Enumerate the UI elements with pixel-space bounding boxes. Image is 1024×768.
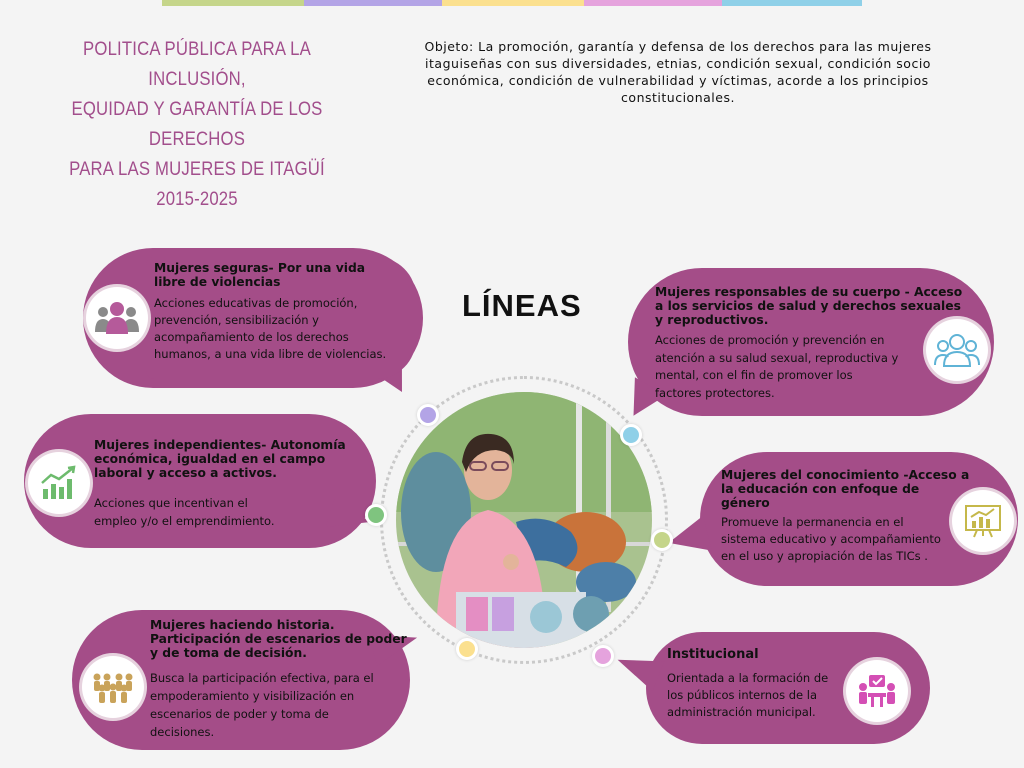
connector-dot xyxy=(620,424,642,446)
top-bar-segment xyxy=(722,0,862,6)
meeting-icon xyxy=(846,660,908,722)
people-group-icon xyxy=(86,287,148,349)
card-text: Orientada a la formación de los públicos internos de la administración municipal. xyxy=(667,671,829,719)
connector-dot xyxy=(456,638,478,660)
card-text: Acciones de promoción y prevención en atención a su salud sexual, reproductiva y mental, con el fin de promover los factores protectores. xyxy=(655,333,899,400)
top-bar-segment xyxy=(304,0,442,6)
top-bar-segment xyxy=(442,0,584,6)
top-bar-segment xyxy=(162,0,304,6)
connector-dot xyxy=(417,404,439,426)
objective-line: itaguiseñas con sus diversidades, etnias, condición sexual, condición socio xyxy=(425,56,931,71)
card-title: Mujeres independientes- Autonomía económica, igualdad en el campo laboral y acceso a activos. xyxy=(94,438,346,480)
card-text: Promueve la permanencia en el sistema educativo y acompañamiento en el uso y apropiación de las TICs . xyxy=(721,515,941,563)
connector-dot xyxy=(592,645,614,667)
crowd-icon xyxy=(82,656,144,718)
objective-text xyxy=(388,38,968,106)
growth-chart-icon xyxy=(28,452,90,514)
card-text: Acciones educativas de promoción, prevención, sensibilización y acompañamiento de los derechos humanos, a una vida libre de violencias. xyxy=(154,296,387,361)
objective-line: económica, condición de vulnerabilidad y víctimas, acorde a los principios xyxy=(427,73,929,88)
card-text: Busca la participación efectiva, para el empoderamiento y visibilización en escenarios de poder y toma de decisiones. xyxy=(150,671,374,739)
card-title: Mujeres seguras- Por una vida libre de violencias xyxy=(154,261,366,289)
page-title xyxy=(43,35,351,215)
objective-line: Objeto: La promoción, garantía y defensa de los derechos para las mujeres xyxy=(424,39,932,54)
connector-dot xyxy=(365,504,387,526)
presentation-chart-icon xyxy=(952,490,1014,552)
objective-line: constitucionales. xyxy=(621,90,735,105)
card-title: Mujeres responsables de su cuerpo - Acceso a los servicios de salud y derechos sexuales y reproductivos. xyxy=(655,285,963,327)
top-bar-segment xyxy=(584,0,722,6)
card-title: Mujeres haciendo historia. Participación de escenarios de poder y de toma de decisión. xyxy=(150,618,407,660)
title-line: PARA LAS MUJERES DE ITAGÜÍ xyxy=(69,159,325,180)
title-line: 2015-2025 xyxy=(156,189,238,210)
card-title: Mujeres del conocimiento -Acceso a la educación con enfoque de género xyxy=(721,468,970,510)
users-outline-icon xyxy=(926,319,988,381)
card-text: Acciones que incentivan el empleo y/o el emprendimiento. xyxy=(94,496,275,528)
woman-artisan-photo xyxy=(396,392,652,648)
connector-dot xyxy=(651,529,673,551)
lines-heading: LÍNEAS xyxy=(462,288,582,323)
card-title: Institucional xyxy=(667,647,759,662)
title-line: POLITICA PÚBLICA PARA LA INCLUSIÓN, xyxy=(83,39,311,90)
title-line: EQUIDAD Y GARANTÍA DE LOS DERECHOS xyxy=(71,99,323,150)
